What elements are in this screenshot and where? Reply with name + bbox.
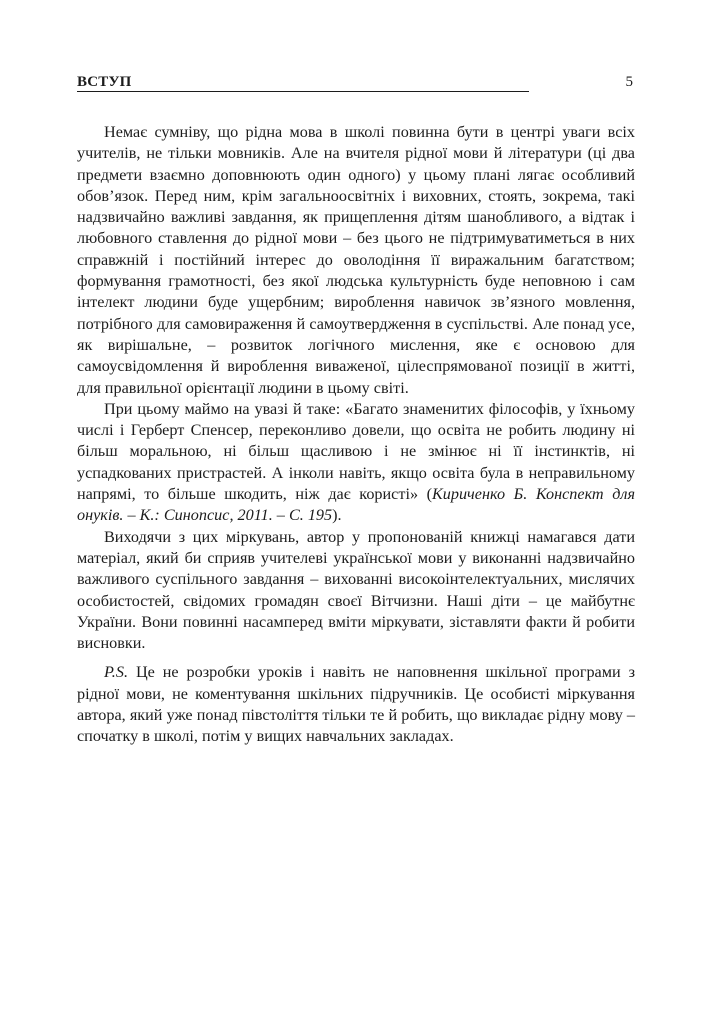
paragraph-1: Немає сумніву, що рідна мова в школі повинна бути в центрі уваги всіх учителів, не тільки мовників. Але на вчителя рідної мови й літератури (ці два предмети взаємно доповнюють один одного) у цьому плані лягає особливий обов’язок. Перед ним, крім загальноосвітніх і виховних, стоять, зокрема, такі надзвичайно важливі завдання, як прищеплення дітям шанобливого, а відтак і любовного ставлення до рідної мови – без цього не підтримуватиметься в них справжній і постійний інтерес до оволодіння її виражальним багатством; формування грамотності, без якої людська культурність буде неповною і сам інтелект людини буде ущербним; вироблення навичок зв’язного мовлення, потрібного для самовираження й самоутвердження в суспільстві. Але понад усе, як вирішальне, – розвиток логічного мислення, яке є основою для самоусвідомлення й вироблення виваженої, цілеспрямованої позиції в житті, для правильної орієнтації людини в цьому світі. (77, 123, 635, 397)
main-text (77, 122, 635, 748)
citation: Кириченко Б. Конспект для онуків. – К.: Синопсис, 2011. – С. 195 (77, 485, 635, 525)
citation-close: ). (332, 506, 342, 525)
postscript-label: P.S. (104, 663, 128, 682)
quote-text: При цьому маймо на увазі й таке: «Багато знаменитих філософів, у їхньому числі і Герберт Спенсер, переконливо довели, що освіта не робить людину ні більш моральною, ні більш щасливою і не змінює ні її інстинктів, ні успадкованих пристрастей. А інколи навіть, якщо освіта була в неправильному напрямі, то більше шкодить, ніж дає користі» ( (77, 399, 635, 504)
header-rule (77, 91, 529, 92)
page-number: 5 (625, 74, 633, 90)
postscript (77, 662, 635, 747)
paragraph-3: Виходячи з цих міркувань, автор у пропонованій книжці намагався дати матеріал, який би сприяв учителеві української мови у виконанні надзвичайно важливого суспільного завдання – вихованні високоінтелектуальних, мислячих особистостей, свідомих громадян своєї Вітчизни. Наші діти – це майбутнє України. Вони повинні насамперед вміти міркувати, зіставляти факти й робити висновки. (77, 527, 635, 653)
section-title: ВСТУП (77, 74, 132, 90)
postscript-text: Це не розробки уроків і навіть не наповнення шкільної програми з рідної мови, не коментування шкільних підручників. Це особисті міркування автора, який уже понад півстоліття тільки те й робить, що викладає рідну мову – спочатку в школі, потім у вищих навчальних закладах. (77, 663, 635, 746)
running-header (77, 74, 637, 94)
paragraph-2 (77, 399, 635, 527)
